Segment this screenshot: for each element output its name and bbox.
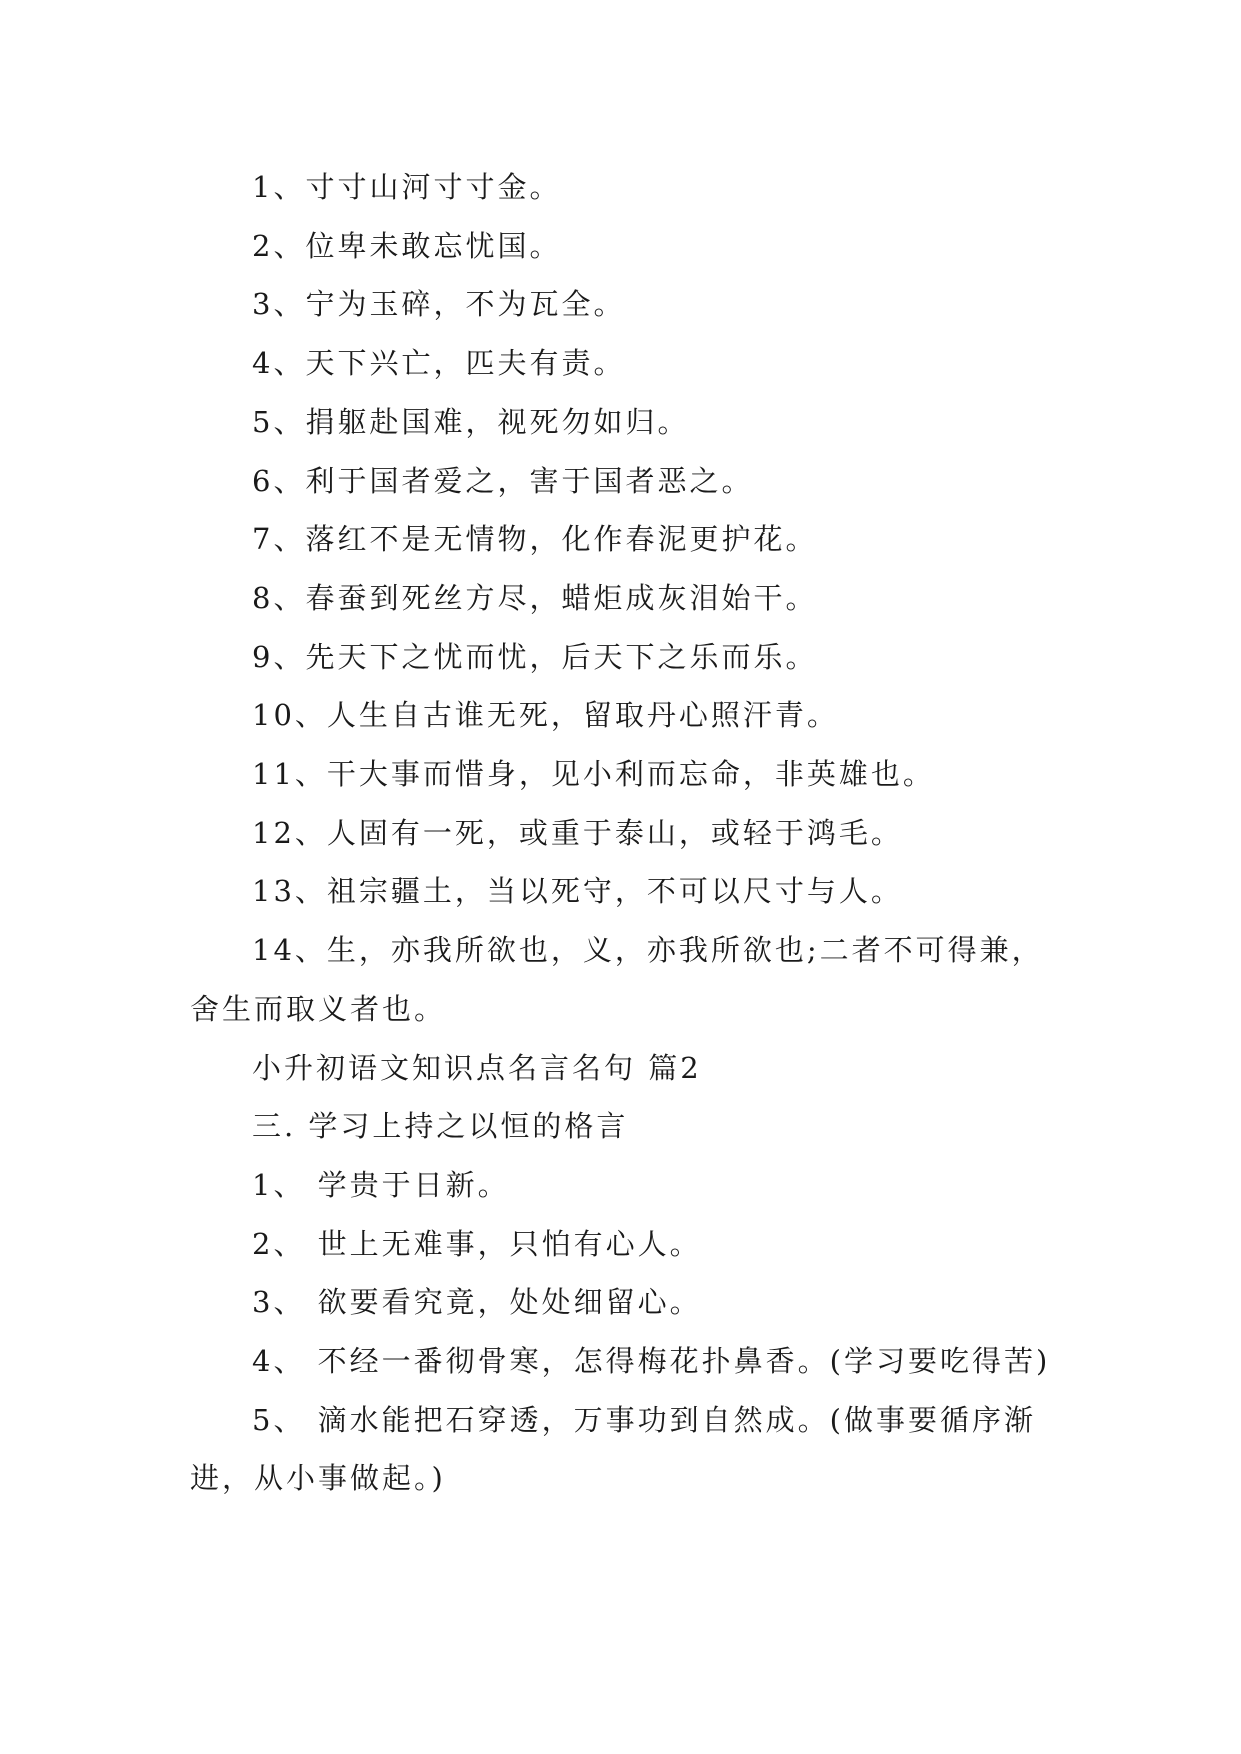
maxim-item-1: 1、 学贵于日新。 [252, 1167, 510, 1202]
quote-item-8: 8、春蚕到死丝方尽，蜡炬成灰泪始干。 [252, 580, 818, 615]
quote-item-10: 10、人生自古谁无死，留取丹心照汗青。 [252, 698, 839, 733]
quote-item-12: 12、人固有一死，或重于泰山，或轻于鸿毛。 [252, 815, 903, 850]
quote-item-7: 7、落红不是无情物，化作春泥更护花。 [252, 522, 818, 557]
maxim-item-4: 4、 不经一番彻骨寒，怎得梅花扑鼻香。(学习要吃得苦) [252, 1344, 1051, 1379]
maxim-item-3: 3、 欲要看究竟，处处细留心。 [252, 1285, 702, 1320]
quote-item-5: 5、捐躯赴国难，视死勿如归。 [252, 404, 690, 439]
quote-item-6: 6、利于国者爱之，害于国者恶之。 [252, 463, 754, 498]
quote-item-1: 1、寸寸山河寸寸金。 [252, 170, 562, 204]
quote-item-13: 13、祖宗疆土，当以死守，不可以尺寸与人。 [252, 874, 903, 909]
quote-item-9: 9、先天下之忧而忧，后天下之乐而乐。 [252, 639, 818, 674]
quote-item-2: 2、位卑未敢忘忧国。 [252, 228, 562, 263]
maxim-item-5: 5、 滴水能把石穿透，万事功到自然成。(做事要循序渐进，从小事做起。) [190, 1402, 1036, 1496]
quote-item-4: 4、天下兴亡，匹夫有责。 [252, 346, 626, 381]
section-title: 小升初语文知识点名言名句 篇2 [252, 1050, 702, 1085]
quote-item-14: 14、生，亦我所欲也，义，亦我所欲也;二者不可得兼，舍生而取义者也。 [190, 933, 1044, 1026]
subsection-heading: 三. 学习上持之以恒的格言 [252, 1109, 629, 1144]
maxim-item-2: 2、 世上无难事，只怕有心人。 [252, 1226, 702, 1261]
quote-item-11: 11、干大事而惜身，见小利而忘命，非英雄也。 [252, 757, 935, 792]
quote-item-3: 3、宁为玉碎，不为瓦全。 [252, 287, 626, 322]
document-body [190, 158, 1070, 1508]
